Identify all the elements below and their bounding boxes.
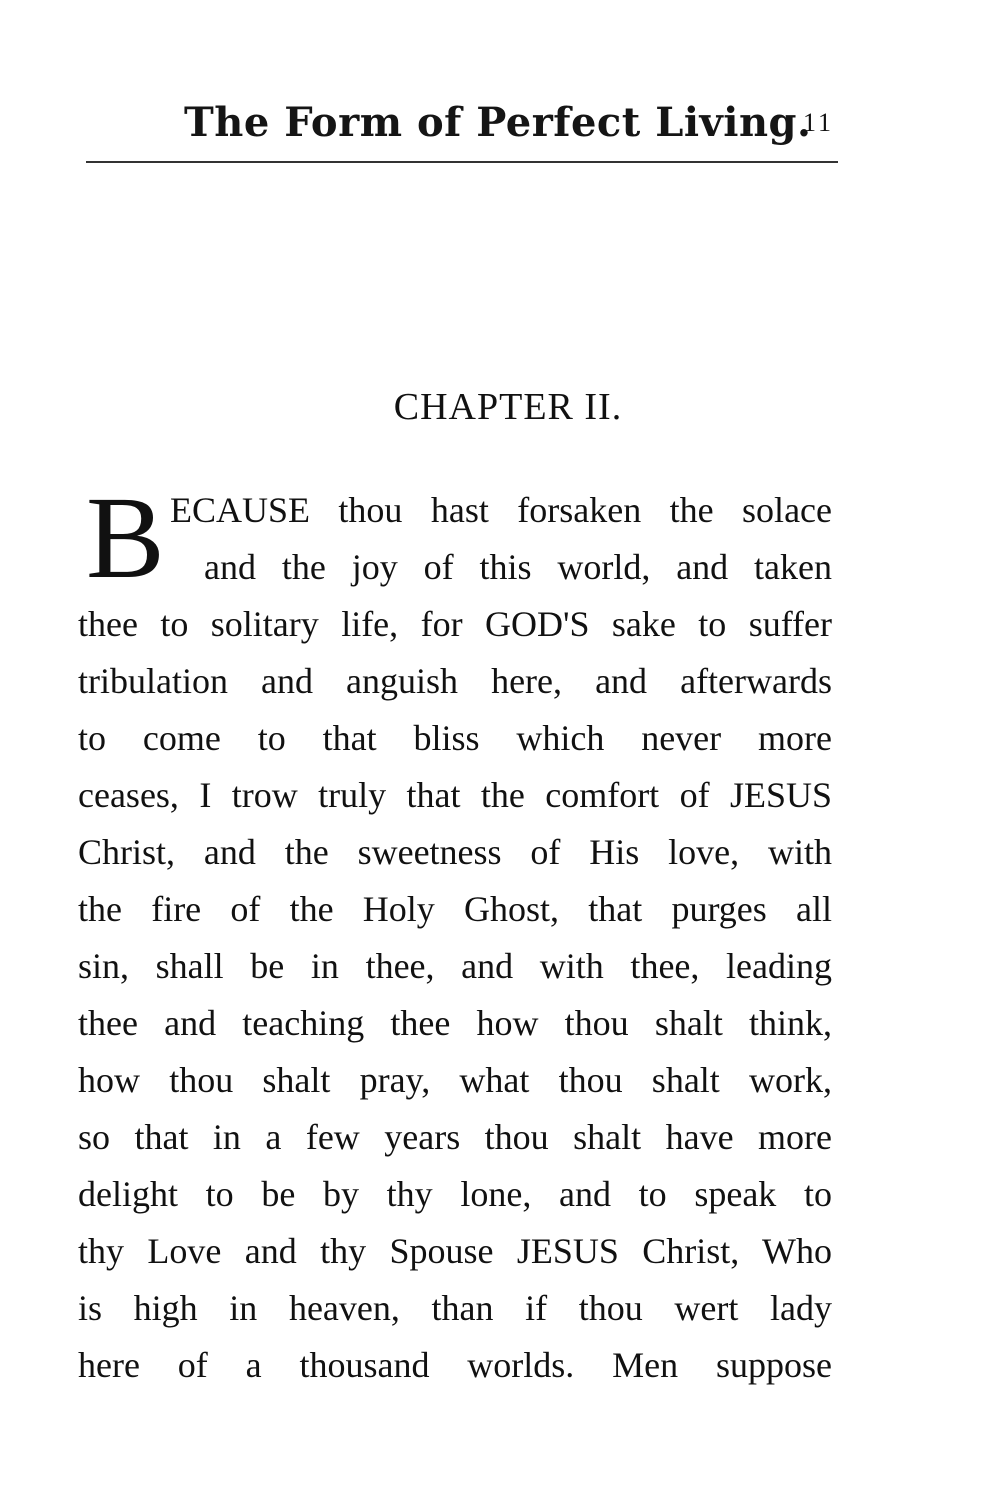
text-line: and the joy of this world, and taken: [204, 547, 832, 587]
opening-paragraph: [78, 472, 832, 603]
running-title: The Form of Perfect Living.: [184, 99, 812, 146]
text-line: ECAUSE thou hast forsaken the solace: [170, 490, 832, 530]
text-line: is high in heaven, than if thou wert lady: [78, 1288, 832, 1328]
text-line: Christ, and the sweetness of His love, with: [78, 832, 832, 872]
text-line: so that in a few years thou shalt have more: [78, 1117, 832, 1157]
text-line: tribulation and anguish here, and afterwards: [78, 661, 832, 701]
drop-cap: B: [86, 472, 165, 603]
text-line: the fire of the Holy Ghost, that purges all: [78, 889, 832, 929]
text-line: to come to that bliss which never more: [78, 718, 832, 758]
chapter-text: [78, 472, 832, 1394]
text-line: thy Love and thy Spouse JESUS Christ, Who: [78, 1231, 832, 1271]
page-number: 11: [802, 108, 834, 137]
text-line: ceases, I trow truly that the comfort of JESUS: [78, 775, 832, 815]
text-line: thee to solitary life, for GOD'S sake to suffer: [78, 604, 832, 644]
running-head: [84, 98, 838, 158]
text-line: delight to be by thy lone, and to speak to: [78, 1174, 832, 1214]
chapter-heading: CHAPTER II.: [393, 386, 623, 428]
text-line: thee and teaching thee how thou shalt think,: [78, 1003, 832, 1043]
text-line: how thou shalt pray, what thou shalt work,: [78, 1060, 832, 1100]
text-line: here of a thousand worlds. Men suppose: [78, 1345, 832, 1385]
text-line: sin, shall be in thee, and with thee, leading: [78, 946, 832, 986]
header-rule: [86, 161, 838, 163]
